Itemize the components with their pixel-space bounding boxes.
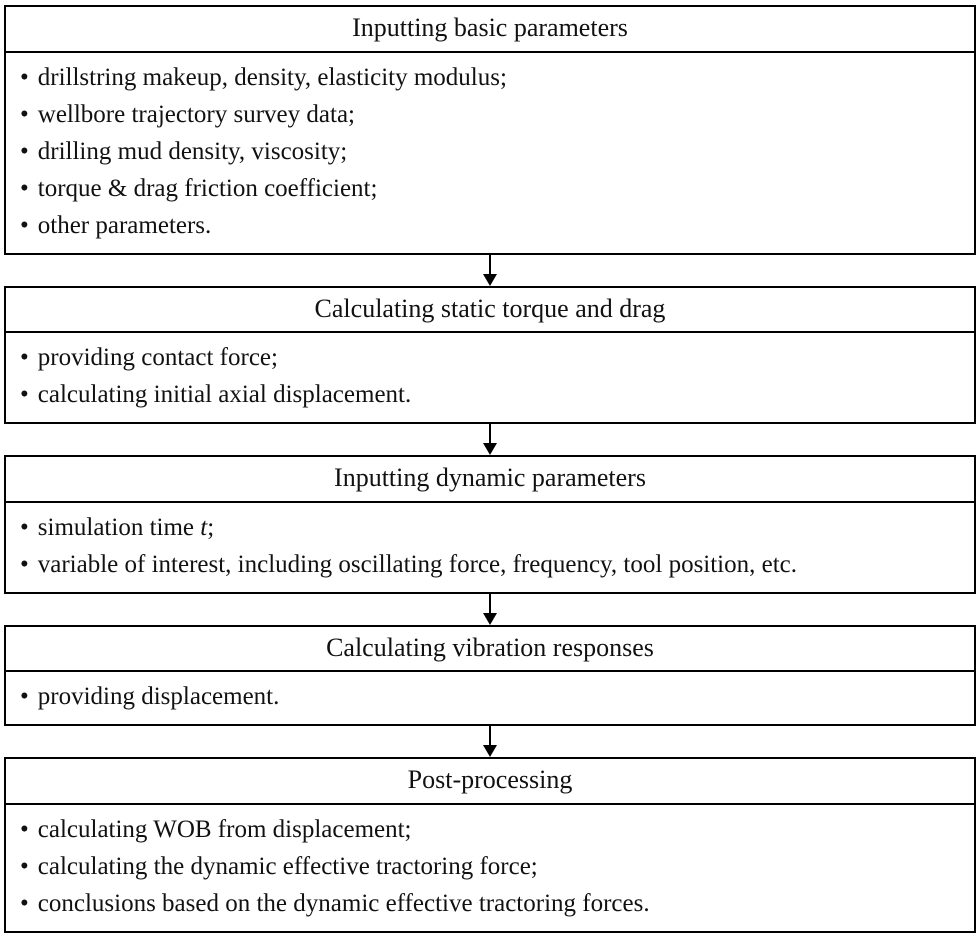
down-arrow: [4, 726, 976, 757]
box-title: Inputting basic parameters: [6, 7, 974, 53]
bullet-item: • drilling mud density, viscosity;: [20, 133, 962, 170]
arrow-head-icon: [483, 745, 497, 757]
flow-box-post-processing: [4, 757, 976, 933]
bullet-item: • simulation time t;: [20, 509, 962, 546]
box-title: Calculating vibration responses: [6, 627, 974, 673]
bullet-item: • providing displacement.: [20, 678, 962, 715]
arrow-head-icon: [483, 274, 497, 286]
arrow-line: [489, 255, 491, 274]
bullet-item: • variable of interest, including oscillating force, frequency, tool position, etc.: [20, 546, 962, 583]
down-arrow: [4, 255, 976, 286]
box-item-list: [6, 333, 974, 422]
bullet-item: • conclusions based on the dynamic effective tractoring forces.: [20, 885, 962, 922]
bullet-item: • drillstring makeup, density, elasticity modulus;: [20, 59, 962, 96]
bullet-item: • calculating the dynamic effective tractoring force;: [20, 848, 962, 885]
flow-box-inputting-basic-parameters: [4, 5, 976, 255]
box-item-list: [6, 53, 974, 253]
arrow-head-icon: [483, 443, 497, 455]
box-title: Post-processing: [6, 759, 974, 805]
down-arrow: [4, 594, 976, 625]
bullet-item: • torque & drag friction coefficient;: [20, 170, 962, 207]
arrow-line: [489, 726, 491, 745]
flow-box-calculating-vibration-responses: [4, 625, 976, 727]
box-item-list: [6, 503, 974, 592]
bullet-item: • calculating initial axial displacement.: [20, 376, 962, 413]
arrow-line: [489, 424, 491, 443]
box-title: Inputting dynamic parameters: [6, 457, 974, 503]
arrow-head-icon: [483, 613, 497, 625]
box-item-list: [6, 805, 974, 931]
box-title: Calculating static torque and drag: [6, 288, 974, 334]
down-arrow: [4, 424, 976, 455]
flow-box-inputting-dynamic-parameters: [4, 455, 976, 594]
bullet-item: • calculating WOB from displacement;: [20, 811, 962, 848]
bullet-item: • other parameters.: [20, 207, 962, 244]
bullet-item: • providing contact force;: [20, 339, 962, 376]
flow-box-calculating-static-torque-and-drag: [4, 286, 976, 425]
box-item-list: [6, 672, 974, 724]
arrow-line: [489, 594, 491, 613]
bullet-item: • wellbore trajectory survey data;: [20, 96, 962, 133]
